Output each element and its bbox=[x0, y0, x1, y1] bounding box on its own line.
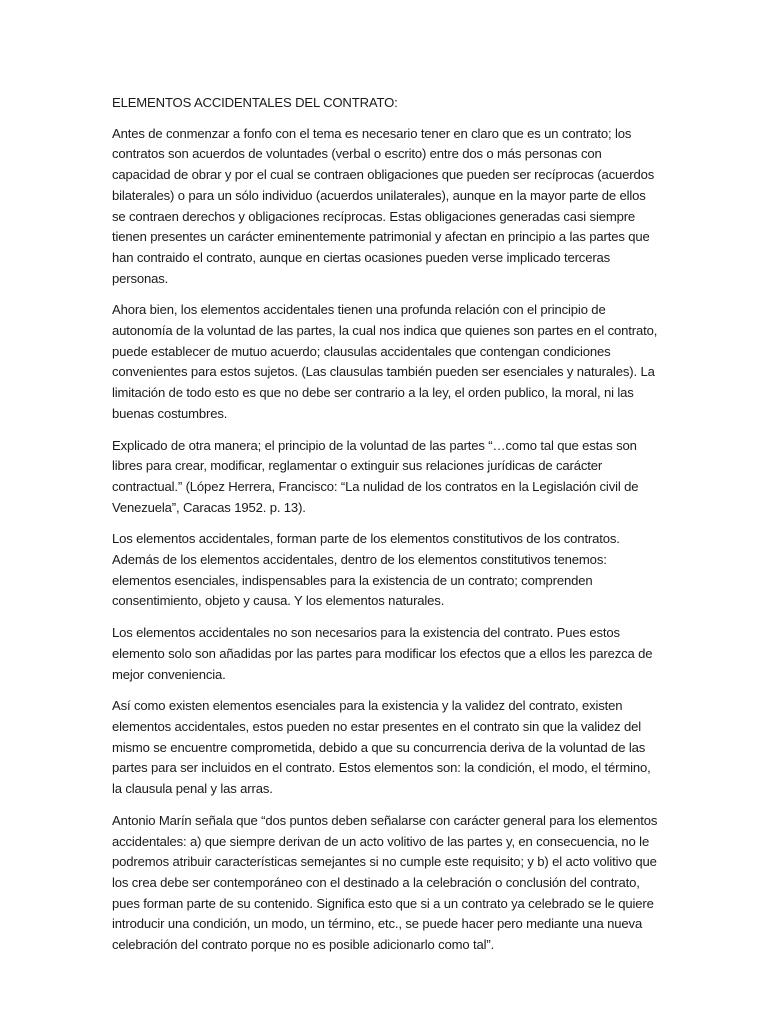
paragraph-7: Antonio Marín señala que “dos puntos deben señalarse con carácter general para los elementos accidentales: a) que siempre derivan de un acto volitivo de las partes y, en consecuencia, no le podremos atribuir características semejantes si no cumple este requisito; y b) el acto volitivo que los crea debe ser contemporáneo con el destinado a la celebración o conclusión del contrato, pues forman parte de su contenido. Significa esto que si a un contrato ya celebrado se le quiere introducir una condición, un modo, un término, etc., se puede hacer pero mediante una nueva celebración del contrato porque no es posible adicionarlo como tal”. bbox=[112, 812, 658, 953]
paragraph-6: Así como existen elementos esenciales para la existencia y la validez del contrato, existen elementos accidentales, estos pueden no estar presentes en el contrato sin que la validez del mismo se encuentre comprometida, debido a que su concurrencia deriva de la voluntad de las partes para ser incluidos en el contrato. Estos elementos son: la condición, el modo, el término, la clausula penal y las arras. bbox=[112, 698, 651, 797]
paragraph-1: Antes de conmenzar a fonfo con el tema es necesario tener en claro que es un contrato; los contratos son acuerdos de voluntades (verbal o escrito) entre dos o más personas con capacidad de obrar y por el cual se contraen obligaciones que pueden ser recíprocas (acuerdos bilaterales) o para un sólo individuo (acuerdos unilaterales), aunque en la mayor parte de ellos se contraen derechos y obligaciones recíprocas. Estas obligaciones generadas casi siempre tienen presentes un carácter eminentemente patrimonial y afectan en principio a las partes que han contraido el contrato, aunque en ciertas ocasiones pueden verse implicado terceras personas. bbox=[112, 125, 655, 286]
document-title: ELEMENTOS ACCIDENTALES DEL CONTRATO: bbox=[112, 95, 398, 110]
paragraph-2: Ahora bien, los elementos accidentales tienen una profunda relación con el principio de autonomía de la voluntad de las partes, la cual nos indica que quienes son partes en el contrato, puede establecer de mutuo acuerdo; clausulas accidentales que contengan condiciones convenientes para estos sujetos. (Las clausulas también pueden ser esenciales y naturales). La limitación de todo esto es que no debe ser contrario a la ley, el orden publico, la moral, ni las buenas costumbres. bbox=[112, 302, 658, 421]
paragraph-5: Los elementos accidentales no son necesarios para la existencia del contrato. Pues estos elemento solo son añadidas por las partes para modificar los efectos que a ellos les parezca de mejor conveniencia. bbox=[112, 625, 653, 682]
paragraph-3: Explicado de otra manera; el principio de la voluntad de las partes “…como tal que estas son libres para crear, modificar, reglamentar o extinguir sus relaciones jurídicas de carácter contractual.” (López Herrera, Francisco: “La nulidad de los contratos en la Legislación civil de Venezuela”, Caracas 1952. p. 13). bbox=[112, 437, 639, 515]
document-page bbox=[112, 93, 660, 967]
paragraph-4: Los elementos accidentales, forman parte de los elementos constitutivos de los contratos. Además de los elementos accidentales, dentro de los elementos constitutivos tenemos: elementos esenciales, indispensables para la existencia de un contrato; comprenden consentimiento, objeto y causa. Y los elementos naturales. bbox=[112, 531, 620, 609]
